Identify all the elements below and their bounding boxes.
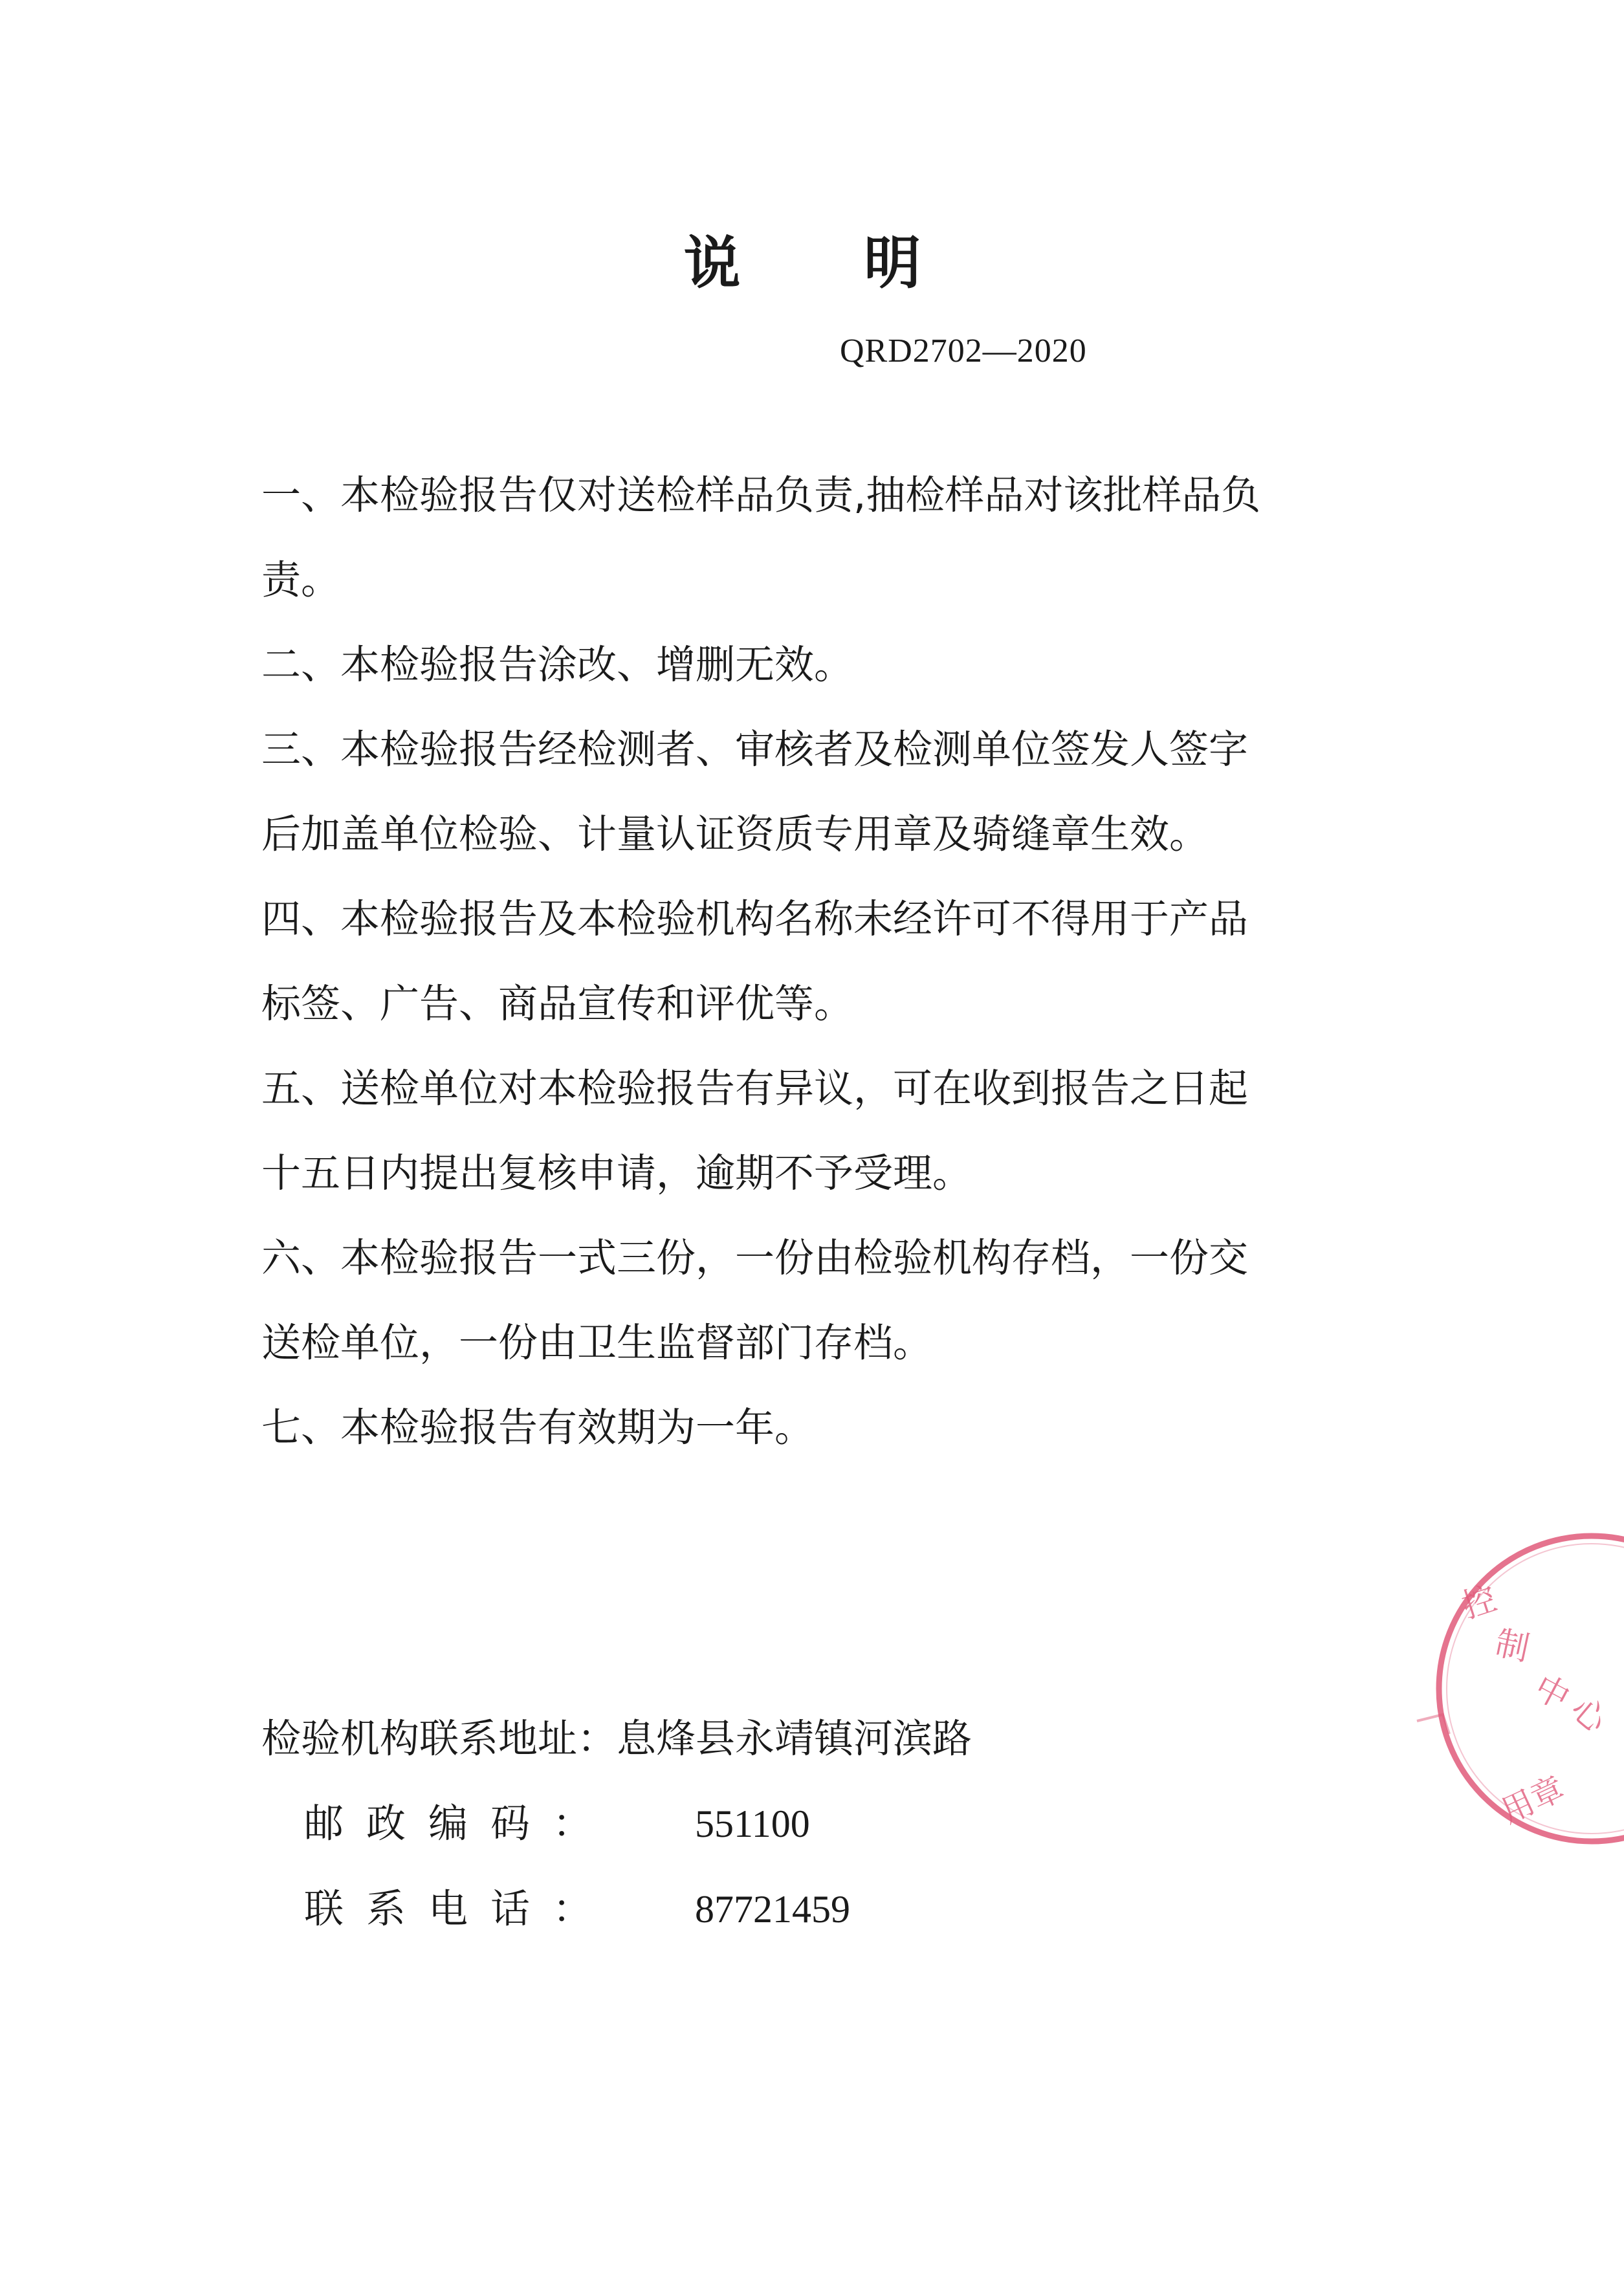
instruction-1-line-1: 一、本检验报告仅对送检样品负责,抽检样品对该批样品负 xyxy=(261,472,1261,518)
address-value: 息烽县永靖镇河滨路 xyxy=(617,1716,972,1762)
svg-text:用章: 用章 xyxy=(1495,1769,1570,1831)
seal-icon xyxy=(1404,1527,1624,1850)
address-label: 检验机构联系地址： xyxy=(261,1716,617,1762)
instruction-7-line-1: 七、本检验报告有效期为一年。 xyxy=(261,1405,815,1451)
instruction-6-line-2: 送检单位，一份由卫生监督部门存档。 xyxy=(261,1320,933,1366)
instruction-5-line-1: 五、送检单位对本检验报告有异议，可在收到报告之日起 xyxy=(261,1066,1249,1112)
instruction-5-line-2: 十五日内提出复核申请，逾期不予受理。 xyxy=(261,1150,972,1196)
address-row xyxy=(261,1696,972,1781)
page-title: 说 明 xyxy=(683,230,973,296)
instruction-1-line-2: 责。 xyxy=(261,557,341,603)
document-code: QRD2702—2020 xyxy=(840,333,1087,369)
postcode-row xyxy=(261,1781,972,1867)
official-seal xyxy=(1404,1527,1624,1850)
postcode-value: 551100 xyxy=(695,1803,810,1845)
svg-text:控: 控 xyxy=(1457,1579,1502,1627)
contact-block xyxy=(261,1696,972,1952)
instruction-3-line-2: 后加盖单位检验、计量认证资质专用章及骑缝章生效。 xyxy=(261,811,1209,857)
phone-label: 联系电话： xyxy=(304,1886,615,1932)
phone-row xyxy=(261,1867,972,1952)
svg-text:心: 心 xyxy=(1563,1689,1614,1741)
instruction-4-line-2: 标签、广告、商品宣传和评优等。 xyxy=(261,981,854,1027)
svg-text:制: 制 xyxy=(1491,1623,1533,1669)
instruction-3-line-1: 三、本检验报告经检测者、审核者及检测单位签发人签字 xyxy=(261,727,1249,773)
instructions-list xyxy=(261,453,1361,1470)
postcode-label: 邮政编码： xyxy=(304,1801,615,1847)
instruction-4-line-1: 四、本检验报告及本检验机构名称未经许可不得用于产品 xyxy=(261,896,1249,942)
instruction-6-line-1: 六、本检验报告一式三份，一份由检验机构存档，一份交 xyxy=(261,1235,1249,1281)
instruction-2-line-1: 二、本检验报告涂改、增删无效。 xyxy=(261,642,854,688)
phone-value: 87721459 xyxy=(695,1888,850,1931)
svg-text:中: 中 xyxy=(1528,1667,1576,1718)
